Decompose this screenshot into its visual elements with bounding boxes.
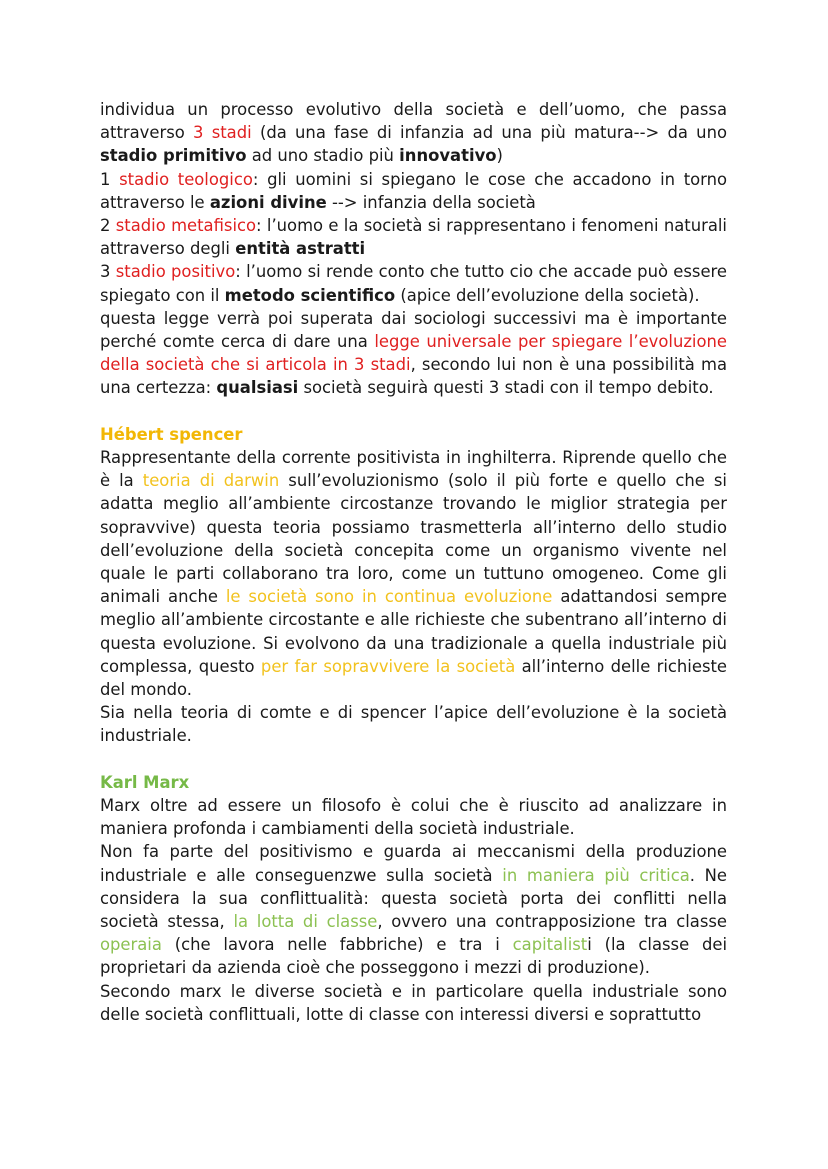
text-run: Sia nella teoria di comte e di spencer l’apice dell’evoluzione è la società industriale. [100, 703, 727, 746]
text-run: (da una fase di infanzia ad una più matura--> da uno [251, 123, 727, 143]
bold-text: innovativo [399, 146, 497, 166]
text-run: Non fa parte del positivismo e guarda ai meccanismi della produzione industriale e alle conseguenzwe sulla società [100, 842, 727, 885]
text-run: ad uno stadio più [246, 146, 400, 166]
text-run: --> infanzia della società [326, 192, 536, 212]
bold-text: entità astratti [235, 239, 366, 259]
comte-stage-3 [100, 260, 727, 306]
highlighted-text: le società sono in continua evoluzione [225, 587, 553, 607]
highlighted-text: teoria di darwin [142, 471, 280, 491]
highlighted-text: stadio teologico [119, 169, 253, 189]
bold-text: qualsiasi [216, 378, 299, 398]
text-run: Rappresentante della corrente positivista in inghilterra. Riprende quello che è la [100, 448, 727, 491]
comte-paragraph-conclusion [100, 307, 727, 400]
highlighted-text: in maniera più critica [502, 865, 690, 885]
highlighted-text: operaia [100, 935, 162, 955]
highlighted-text: legge universale per spiegare l’evoluzione della società che si articola in 3 stadi [100, 332, 727, 375]
highlighted-text: capitalist [512, 935, 588, 955]
highlighted-text: la lotta di classe [233, 912, 378, 932]
bold-text: metodo scientifico [224, 285, 396, 305]
text-run: questa legge verrà poi superata dai sociologi successivi ma è importante perché comte cerca di dare una [100, 308, 727, 352]
document-page [100, 98, 727, 1026]
bold-text: stadio primitivo [100, 146, 247, 166]
text-run: adattandosi sempre meglio all’ambiente circostante e alle richieste che subentrano all’interno di questa evoluzione. Si evolvono da una tradizionale a quella industriale più complessa, questo [100, 587, 727, 676]
text-run: all’interno delle richieste del mondo. [100, 656, 727, 700]
marx-paragraph-1 [100, 794, 727, 840]
text-run: . Ne considera la sua conflittualità: questa società porta dei conflitti nella società stessa, [100, 865, 728, 932]
text-run: società seguirà questi 3 stadi con il tempo debito. [298, 378, 714, 398]
text-run: : gli uomini si spiegano le cose che accadono in torno attraverso le [100, 169, 728, 212]
text-run: sull’evoluzionismo (solo il più forte e quello che si adatta meglio all’ambiente circostanze trovando le miglior strategia per sopravvive) questa teoria possiamo trasmetterla all’interno dello studio dell’evoluzione della società concepita come un organismo vivente nel quale le parti collaborano tra loro, come un tuttuno omogeneo. Come gli animali anche [100, 471, 727, 607]
marx-heading: Karl Marx [100, 772, 190, 792]
text-run: (apice dell’evoluzione della società). [395, 285, 700, 305]
comte-paragraph-1 [100, 98, 727, 168]
comte-stage-1 [100, 168, 727, 214]
text-run: 2 [100, 216, 116, 236]
text-run: : l’uomo e la società si rappresentano i fenomeni naturali attraverso degli [100, 216, 727, 259]
marx-paragraph-3 [100, 980, 727, 1026]
highlighted-text: per far sopravvivere la società [260, 656, 516, 676]
text-run: , ovvero una contrapposizione tra classe [377, 912, 727, 932]
text-run: Secondo marx le diverse società e in particolare quella industriale sono delle società conflittuali, lotte di classe con interessi diversi e soprattutto [100, 981, 727, 1024]
text-run: Marx oltre ad essere un filosofo è colui che è riuscito ad analizzare in maniera profonda i cambiamenti della società industriale. [100, 796, 727, 839]
text-run: i (la classe dei proprietari da azienda cioè che posseggono i mezzi di produzione). [100, 935, 727, 978]
text-run: 3 [100, 262, 116, 282]
spencer-paragraph-2 [100, 701, 727, 747]
bold-text: azioni divine [209, 192, 327, 212]
comte-stage-2 [100, 214, 727, 260]
spencer-heading: Hébert spencer [100, 424, 243, 444]
spencer-paragraph-1 [100, 446, 727, 701]
text-run: : l’uomo si rende conto che tutto cio che accade può essere spiegato con il [100, 262, 727, 305]
text-run: individua un processo evolutivo della società e dell’uomo, che passa attraverso [100, 100, 727, 143]
highlighted-text: stadio metafisico [115, 216, 257, 236]
text-run: 1 [100, 169, 120, 189]
highlighted-text: 3 stadi [193, 123, 252, 143]
text-run: ) [496, 146, 503, 166]
highlighted-text: stadio positivo [115, 262, 236, 282]
marx-paragraph-2 [100, 840, 727, 979]
text-run: , secondo lui non è una possibilità ma una certezza: [100, 355, 727, 398]
text-run: (che lavora nelle fabbriche) e tra i [161, 935, 513, 955]
